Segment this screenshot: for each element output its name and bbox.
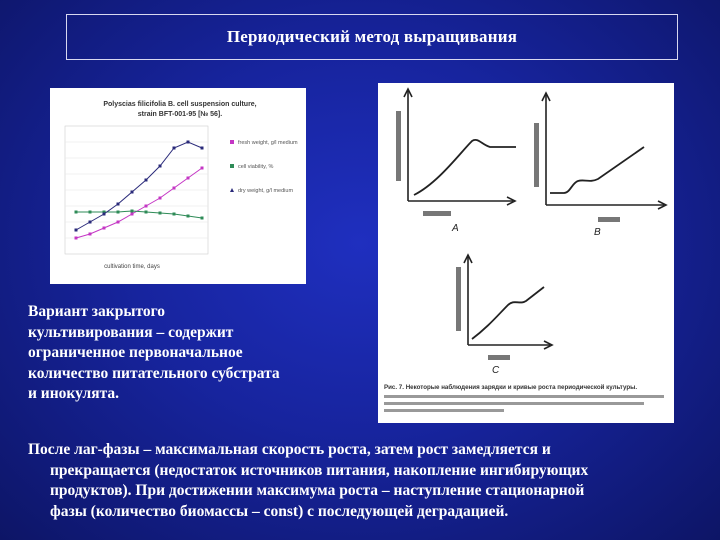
legend-marker-viability (230, 164, 234, 168)
graph-b-curve (550, 147, 644, 193)
series-point-dry (103, 213, 106, 216)
figure-caption (384, 384, 664, 412)
figure-caption-line (384, 402, 644, 405)
series-point-fresh (173, 187, 176, 190)
growth-phase-description (28, 440, 690, 522)
schematic-curves-svg (378, 83, 674, 423)
graph-c-curve (472, 287, 544, 339)
series-point-fresh (75, 237, 78, 240)
series-point-dry (173, 147, 176, 150)
graph-b-y-label (534, 123, 539, 187)
series-point-fresh (159, 197, 162, 200)
graph-a (404, 89, 516, 205)
figure-title-line2: strain BFT-001-95 [№ 56]. (137, 111, 223, 118)
figure-caption-heading: Рис. 7. Некоторые наблюдения зарядки и кривые роста периодической культуры. (384, 384, 638, 391)
text-line: и инокулята. (28, 385, 120, 402)
closed-variant-text (28, 302, 338, 405)
series-point-viab (89, 211, 92, 214)
series-point-viab (159, 212, 162, 215)
text-line: ограниченное первоначальное (28, 344, 243, 361)
text-line: продуктов). При достижении максимума роста – наступление стационарной (50, 482, 585, 499)
legend-marker-dry (230, 188, 234, 192)
graph-a-curve (414, 140, 516, 195)
series-point-fresh (145, 205, 148, 208)
legend-marker-fresh (230, 140, 234, 144)
growth-curve-chart (50, 88, 306, 284)
legend (230, 140, 298, 194)
series-point-viab (173, 213, 176, 216)
graph-c-labels (456, 267, 510, 360)
series-point-dry (187, 141, 190, 144)
series-point-viab (75, 211, 78, 214)
text-line: Вариант закрытого (28, 303, 166, 320)
series-point-dry (89, 221, 92, 224)
series-point-dry (117, 203, 120, 206)
growth-curve-figure (50, 88, 306, 284)
series-point-viab (131, 210, 134, 213)
series-point-viab (187, 215, 190, 218)
graph-b (542, 93, 666, 209)
figure-caption-line (384, 409, 504, 412)
legend-dry-weight: dry weight, g/l medium (238, 188, 294, 194)
series-point-dry (75, 229, 78, 232)
title-box (66, 14, 678, 60)
series-point-dry (159, 165, 162, 168)
slide-title: Периодический метод выращивания (226, 27, 518, 46)
graph-c (464, 255, 552, 349)
text-line: культивирования – содержит (28, 323, 234, 341)
series-point-dry (145, 179, 148, 182)
text-line: количество питательного субстрата (28, 364, 280, 382)
graph-b-x-label (598, 217, 620, 222)
graph-c-x-label (488, 355, 510, 360)
series-point-fresh (187, 177, 190, 180)
series-point-dry (131, 191, 134, 194)
figure-caption-line (384, 395, 664, 398)
text-line: После лаг-фазы – максимальная скорость роста, затем рост замедляется и (28, 441, 551, 458)
series-point-viab (117, 211, 120, 214)
graph-a-y-label (396, 111, 401, 181)
text-line: фазы (количество биомассы – const) с последующей деградацией. (50, 502, 509, 520)
series-point-viab (145, 211, 148, 214)
series-point-fresh (117, 221, 120, 224)
text-line: прекращается (недостаток источников питания, накопление ингибирующих (50, 461, 589, 479)
series-point-fresh (201, 167, 204, 170)
series-point-fresh (103, 227, 106, 230)
legend-fresh-weight: fresh weight, g/l medium (238, 140, 298, 146)
series-point-fresh (131, 213, 134, 216)
graph-a-letter: A (452, 223, 459, 234)
graph-a-x-label (423, 211, 451, 216)
series-point-viab (201, 217, 204, 220)
figure-title-line1: Polyscias filicifolia B. cell suspension culture, (103, 101, 257, 108)
schematic-curves-figure (378, 83, 674, 423)
x-axis-label: cultivation time, days (104, 264, 160, 270)
graph-b-letter: B (594, 227, 601, 238)
legend-cell-viability: cell viability, % (238, 164, 274, 170)
graph-c-y-label (456, 267, 461, 331)
series-point-fresh (89, 233, 92, 236)
graph-c-letter: C (492, 365, 500, 376)
series-point-dry (201, 147, 204, 150)
